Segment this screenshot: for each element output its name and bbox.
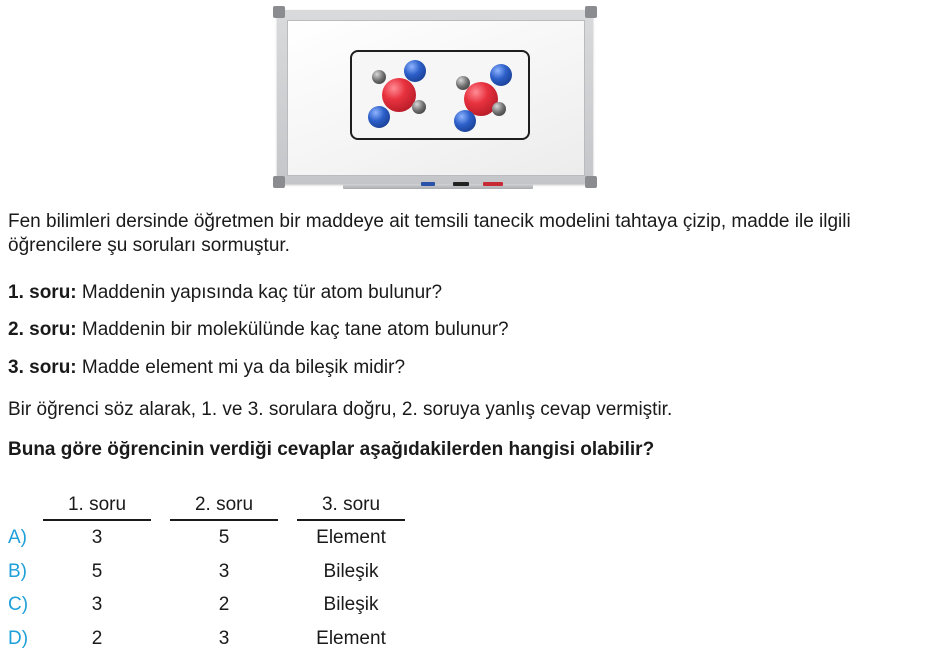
- option-b-cell-1: 5: [91, 561, 103, 582]
- option-c-cell-2: 2: [218, 594, 230, 615]
- black-marker: [453, 182, 469, 186]
- marker-tray: [343, 184, 533, 189]
- blue-atom: [368, 106, 390, 128]
- question-prompt: Buna göre öğrencinin verdiği cevaplar aşağıdakilerden hangisi olabilir?: [8, 439, 655, 460]
- option-d-label[interactable]: D): [8, 628, 29, 649]
- option-a-cell-3: Element: [316, 527, 386, 548]
- question-3: [8, 356, 405, 380]
- header-underline: [43, 519, 151, 521]
- option-b-cell-2: 3: [218, 561, 230, 582]
- question-2-label: 2. soru:: [8, 319, 77, 340]
- intro-line-2: öğrencilere şu soruları sormuştur.: [8, 235, 290, 256]
- option-c-label[interactable]: C): [8, 594, 29, 615]
- intro-paragraph: [8, 210, 938, 258]
- option-a-cell-2: 5: [218, 527, 230, 548]
- column-header-3: 3. soru: [321, 494, 381, 515]
- gray-atom: [412, 100, 426, 114]
- question-2-text: Maddenin bir molekülünde kaç tane atom bulunur?: [76, 319, 509, 340]
- question-1-text: Maddenin yapısında kaç tür atom bulunur?: [76, 282, 443, 303]
- option-a-cell-1: 3: [91, 527, 103, 548]
- option-c-cell-3: Bileşik: [323, 594, 379, 615]
- student-note: Bir öğrenci söz alarak, 1. ve 3. sorulara doğru, 2. soruya yanlış cevap vermiştir.: [8, 399, 673, 420]
- option-d-cell-3: Element: [316, 628, 386, 649]
- option-b-cell-3: Bileşik: [323, 561, 379, 582]
- question-3-label: 3. soru:: [8, 357, 77, 378]
- whiteboard-corner: [273, 6, 285, 18]
- column-header-2: 2. soru: [194, 494, 254, 515]
- gray-atom: [372, 70, 386, 84]
- column-header-1: 1. soru: [67, 494, 127, 515]
- blue-atom: [404, 60, 426, 82]
- blue-atom: [454, 110, 476, 132]
- option-d-cell-1: 2: [91, 628, 103, 649]
- header-underline: [297, 519, 405, 521]
- question-3-text: Madde element mi ya da bileşik midir?: [76, 357, 406, 378]
- molecule-model-box: [350, 50, 530, 140]
- option-d-cell-2: 3: [218, 628, 230, 649]
- intro-line-1: Fen bilimleri dersinde öğretmen bir maddeye ait temsili tanecik modelini tahtaya çizip, madde ile ilgili: [8, 211, 851, 232]
- header-underline: [170, 519, 278, 521]
- red-marker: [483, 182, 503, 186]
- option-c-cell-1: 3: [91, 594, 103, 615]
- blue-atom: [490, 64, 512, 86]
- option-a-label[interactable]: A): [8, 527, 27, 548]
- red-atom: [382, 78, 416, 112]
- whiteboard-corner: [273, 176, 285, 188]
- blue-marker: [421, 182, 435, 186]
- option-b-label[interactable]: B): [8, 561, 27, 582]
- gray-atom: [492, 102, 506, 116]
- whiteboard-corner: [585, 176, 597, 188]
- whiteboard-corner: [585, 6, 597, 18]
- question-1-label: 1. soru:: [8, 282, 77, 303]
- question-2: [8, 318, 509, 342]
- question-1: [8, 281, 442, 305]
